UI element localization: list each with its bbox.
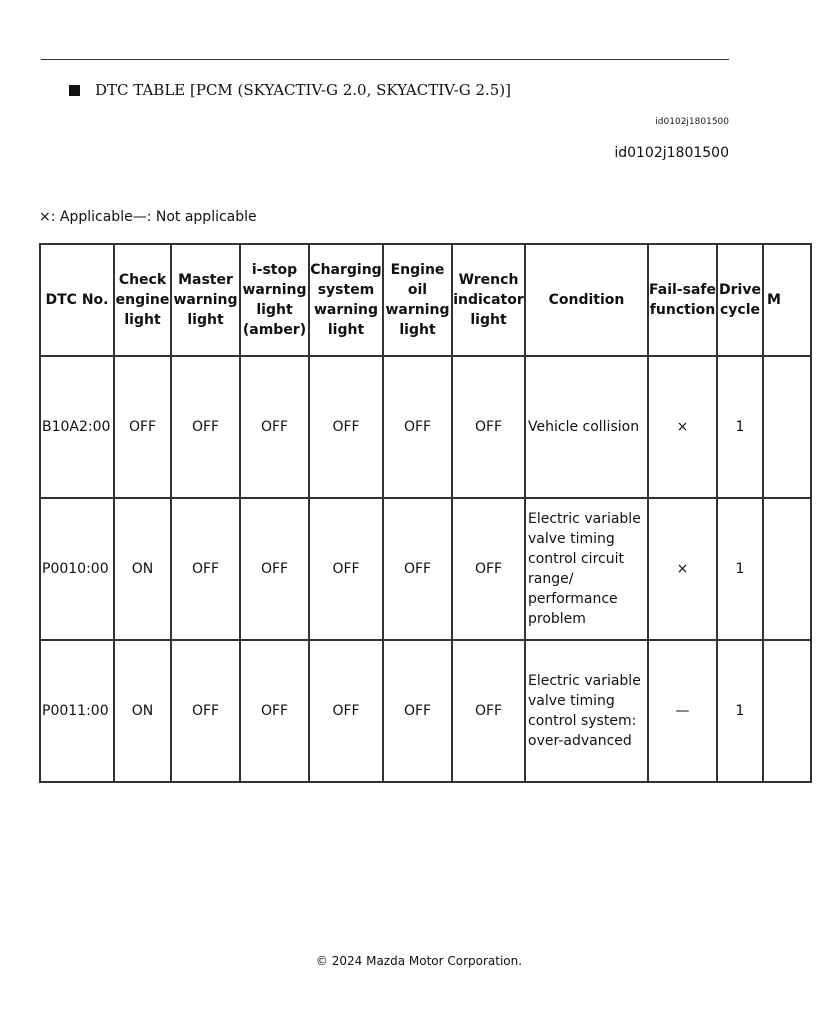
cell-dtc-no: P0011:00 — [40, 640, 114, 782]
cell-charging-warning: OFF — [309, 498, 383, 640]
cell-master-warning: OFF — [171, 640, 240, 782]
column-header-charging-warning: Charging system warning light — [309, 244, 383, 356]
document-id: id0102j1801500 — [614, 145, 729, 161]
cell-wrench-indicator: OFF — [452, 640, 525, 782]
column-header-check-engine: Check engine light — [114, 244, 171, 356]
cell-charging-warning: OFF — [309, 356, 383, 498]
cell-charging-warning: OFF — [309, 640, 383, 782]
column-header-istop-warning: i-stop warning light (amber) — [240, 244, 309, 356]
cell-master-warning: OFF — [171, 498, 240, 640]
column-header-condition: Condition — [525, 244, 648, 356]
cell-check-engine: ON — [114, 640, 171, 782]
cell-drive-cycle: 1 — [717, 498, 763, 640]
cell-wrench-indicator: OFF — [452, 498, 525, 640]
cell-fail-safe: × — [648, 356, 717, 498]
cell-istop-warning: OFF — [240, 356, 309, 498]
table-row — [40, 498, 811, 640]
cell-master-warning: OFF — [171, 356, 240, 498]
column-header-drive-cycle: Drive cycle — [717, 244, 763, 356]
cell-condition: Vehicle collision — [525, 356, 648, 498]
dtc-table — [39, 243, 812, 783]
column-header-dtc-no: DTC No. — [40, 244, 114, 356]
dtc-table-container[interactable] — [39, 243, 781, 783]
cell-check-engine: OFF — [114, 356, 171, 498]
column-header-memory: M — [763, 244, 811, 356]
table-header-row — [40, 244, 811, 356]
cell-check-engine: ON — [114, 498, 171, 640]
cell-istop-warning: OFF — [240, 498, 309, 640]
table-row — [40, 356, 811, 498]
column-header-fail-safe: Fail-safe function — [648, 244, 717, 356]
cell-fail-safe: — — [648, 640, 717, 782]
top-rule — [41, 59, 729, 60]
cell-engine-oil-warning: OFF — [383, 356, 452, 498]
cell-condition: Electric variable valve timing control circuit range/ performance problem — [525, 498, 648, 640]
document-id-small: id0102j1801500 — [655, 117, 729, 127]
table-row — [40, 640, 811, 782]
section-heading — [69, 81, 511, 99]
cell-memory — [763, 356, 811, 498]
cell-engine-oil-warning: OFF — [383, 498, 452, 640]
cell-drive-cycle: 1 — [717, 640, 763, 782]
applicability-legend: ×: Applicable—: Not applicable — [39, 209, 257, 225]
cell-dtc-no: B10A2:00 — [40, 356, 114, 498]
square-bullet-icon — [69, 85, 80, 96]
copyright-footer: © 2024 Mazda Motor Corporation. — [315, 954, 523, 968]
cell-condition: Electric variable valve timing control system: over-advanced — [525, 640, 648, 782]
cell-memory — [763, 640, 811, 782]
cell-engine-oil-warning: OFF — [383, 640, 452, 782]
column-header-engine-oil-warning: Engine oil warning light — [383, 244, 452, 356]
cell-dtc-no: P0010:00 — [40, 498, 114, 640]
column-header-master-warning: Master warning light — [171, 244, 240, 356]
column-header-wrench-indicator: Wrench indicator light — [452, 244, 525, 356]
section-heading-text: DTC TABLE [PCM (SKYACTIV-G 2.0, SKYACTIV-G 2.5)] — [95, 81, 512, 99]
cell-fail-safe: × — [648, 498, 717, 640]
cell-wrench-indicator: OFF — [452, 356, 525, 498]
cell-memory — [763, 498, 811, 640]
cell-istop-warning: OFF — [240, 640, 309, 782]
cell-drive-cycle: 1 — [717, 356, 763, 498]
